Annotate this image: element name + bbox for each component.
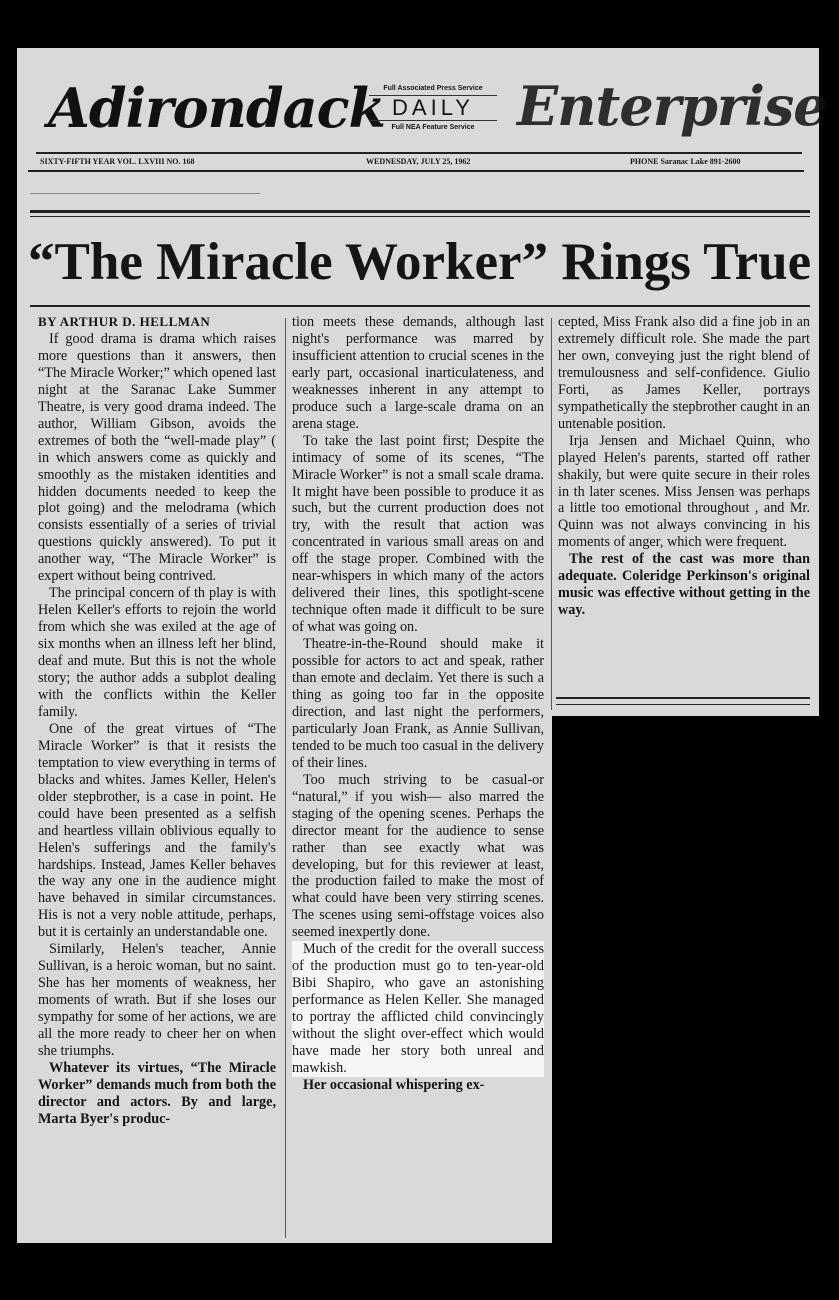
column-rule-2 [551,318,552,710]
paragraph: Similarly, Helen's teacher, Annie Sullivan, is a heroic woman, but no saint. She has her moments of weakness, her moments of wrath. But if she loses our sympathy for some of her actions, we are all the more ready to cheer her on when she triumphs. [38,941,276,1059]
paragraph: Theatre-in-the-Round should make it possible for actors to act and speak, rather than emote and declaim. Yet there is such a thing as going too far in the opposite direction, and last night the performers, particularly Joan Frank, as Annie Sullivan, tended to be much too casual in the delivery of their lines. [292,636,544,771]
headline: “The Miracle Worker” Rings True [28,233,812,291]
paragraph: One of the great virtues of “The Miracle Worker” is that it resists the temptation to view everything in terms of blacks and whites. James Keller, Helen's older stepbrother, is a case in point. He could have been presented as a selfish and heartless villain oblivious equally to Helen's sufferings and the family's hardships. Instead, James Keller behaves the way any one in the audience might have behaved in similar circumstances. His is not a very noble attitude, perhaps, but it is certainly an understandable one. [38,720,276,941]
year-line: SIXTY-FIFTH YEAR VOL. LXVIII NO. 168 [40,157,195,166]
masthead-rule-bottom [28,170,804,172]
paragraph: Whatever its virtues, “The Miracle Worker” demands much from both the director and actors. By and large, Marta Byer's produc- [38,1059,276,1127]
article-column-3 [558,314,810,619]
service-bottom: Full NEA Feature Service [391,124,475,131]
paragraph: To take the last point first; Despite the intimacy of some of its scenes, “The Miracle Worker” is not a small scale drama. It might have been possible to produce it as such, but the current production does not try, with the result that action was concentrated in various small areas on and off the stage proper. Combined with the near-whispers in which many of the actors delivered their lines, this spotlight-scene technique often made it difficult to be sure of what was going on. [292,432,544,636]
paragraph: Too much striving to be casual-or “natural,” if you wish— also marred the staging of the opening scenes. Perhaps the director meant for the audience to sense rather than see exactly what was developing, but for this reviewer at least, the production failed to make the most of what could have been very stirring scenes. The scenes using semi-offstage voices also seemed inexpertly done. [292,771,544,941]
divider-1 [30,210,810,213]
headline-rule [30,305,810,307]
masthead-name-left: Adirondack [48,76,385,140]
byline: BY ARTHUR D. HELLMAN [38,314,211,329]
divider-dashed [30,193,260,194]
paragraph: cepted, Miss Frank also did a fine job in an extremely difficult role. She made the part her own, conveying just the right blend of tremulousness and self-confidence. Giulio Forti, as James Keller, portrays sympathetically the stepbrother caught in an untenable position. [558,314,810,432]
divider-2 [30,216,810,217]
paragraph-highlighted: Much of the credit for the overall success of the production must go to ten-year-old Bibi Shapiro, who gave an astonishing performance as Helen Keller. She managed to portray the afflicted child convincingly without the slight over-effect which would have made her story both unreal and mawkish. [292,941,544,1076]
paragraph: tion meets these demands, although last night's performance was marred by insufficient attention to crucial scenes in the early part, occasional inarticulateness, and weaknesses inherent in any attempt to produce such a large-scale drama on an arena stage. [292,314,544,432]
paragraph: Irja Jensen and Michael Quinn, who played Helen's parents, started off rather shakily, but were quite secure in their roles in th later scenes. Miss Jensen was perhaps a little too emotional throughout , and Mr. Quinn was not always convincing in his moments of anger, which were frequent. [558,432,810,551]
masthead-rule-top [36,152,802,154]
daily-label: DAILY [369,95,497,121]
paragraph: Her occasional whispering ex- [303,1076,485,1093]
masthead-service-box [369,84,497,142]
masthead-name-right: Enterprise [517,74,827,138]
column-rule-1 [285,318,286,1238]
col3-end-rule-2 [556,704,810,705]
article-column-1 [38,314,276,1128]
date-line: WEDNESDAY, JULY 25, 1962 [366,157,471,166]
service-top: Full Associated Press Service [383,85,483,92]
paragraph: The rest of the cast was more than adequate. Coleridge Perkinson's original music was effective without getting in the way. [558,551,810,619]
paragraph: If good drama is drama which raises more questions than it answers, then “The Miracle Worker;” which opened last night at the Saranac Lake Summer Theatre, is very good drama indeed. The author, William Gibson, avoids the extremes of both the “well-made play” ( in which answers come as quickly and smoothly as the mistaken identities and hidden documents needed to keep the plot going) and the melodrama (which consists essentially of a series of trivial questions quickly answered). To put it another way, “The Miracle Worker” is expert without being contrived. [38,330,276,585]
article-column-2 [292,314,544,1094]
paragraph: The principal concern of th play is with Helen Keller's efforts to rejoin the world from which she was exiled at the age of six months when an illness left her blind, deaf and mute. But this is not the whole story; the author adds a subplot dealing with the conflicts within the Keller family. [38,585,276,720]
phone-line: PHONE Saranac Lake 891-2600 [630,157,741,166]
col3-end-rule [556,697,810,699]
